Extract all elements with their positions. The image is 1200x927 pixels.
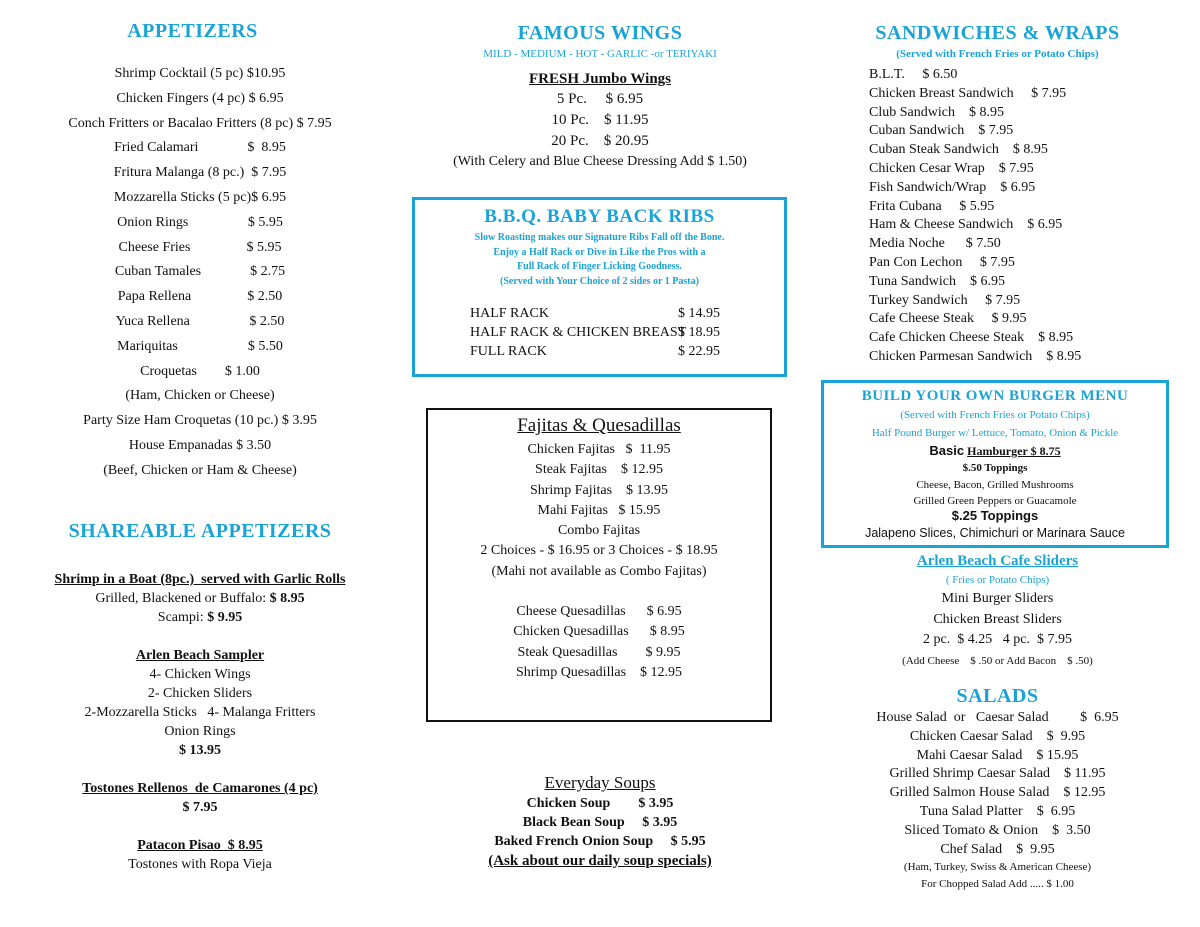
- scampi-line: [0, 608, 400, 627]
- sandwich-item: Club Sandwich $ 8.95: [869, 104, 1004, 120]
- ribs-row: [470, 323, 730, 342]
- ribs-desc-line: (Served with Your Choice of 2 sides or 1 Pasta): [500, 275, 699, 287]
- menu-item: Onion Rings $ 5.95: [117, 214, 283, 230]
- menu-item: Chicken Fingers (4 pc) $ 6.95: [116, 90, 284, 106]
- sliders-section: [800, 551, 1195, 671]
- patacon-desc: Tostones with Ropa Vieja: [128, 857, 272, 872]
- sandwich-item: Media Noche $ 7.50: [869, 236, 1001, 252]
- sandwich-item: Chicken Parmesan Sandwich $ 8.95: [869, 348, 1082, 364]
- ribs-price: $ 14.95: [678, 306, 720, 321]
- sandwich-item: Cuban Steak Sandwich $ 8.95: [869, 142, 1048, 158]
- ribs-heading: B.B.Q. BABY BACK RIBS: [484, 206, 715, 227]
- wings-heading: FAMOUS WINGS: [517, 22, 683, 44]
- sandwich-item: Chicken Cesar Wrap $ 7.95: [869, 160, 1034, 176]
- salad-item: Tuna Salad Platter $ 6.95: [919, 803, 1076, 819]
- salad-note: For Chopped Salad Add ..... $ 1.00: [921, 878, 1074, 891]
- wings-list: [405, 70, 795, 171]
- fajitas-list: [428, 440, 770, 683]
- salad-item: Sliced Tomato & Onion $ 3.50: [904, 822, 1091, 838]
- burger-heading: BUILD YOUR OWN BURGER MENU: [861, 388, 1129, 404]
- patacon-title: Patacon Pisao $ 8.95: [137, 838, 263, 853]
- menu-item: Croquetas $ 1.00: [140, 363, 260, 379]
- wings-note: (With Celery and Blue Cheese Dressing Add $ 1.50): [453, 154, 747, 169]
- sandwich-item: Pan Con Lechon $ 7.95: [869, 254, 1015, 270]
- burger-sub2: Half Pound Burger w/ Lettuce, Tomato, Onion & Pickle: [871, 427, 1119, 439]
- fajitas-heading: Fajitas & Quesadillas: [517, 415, 681, 436]
- wings-row: 20 Pc. $ 20.95: [551, 133, 649, 149]
- soup-item: Black Bean Soup $ 3.95: [522, 815, 678, 830]
- shrimp-boat-text: Grilled, Blackened or Buffalo:: [95, 591, 270, 606]
- menu-item: Mariquitas $ 5.50: [117, 338, 283, 354]
- salad-item: Grilled Salmon House Salad $ 12.95: [889, 785, 1106, 801]
- basic-label: Basic: [929, 443, 965, 458]
- tostones-price: $ 7.95: [182, 800, 218, 815]
- salad-item: Grilled Shrimp Caesar Salad $ 11.95: [889, 766, 1106, 782]
- wings-row: 5 Pc. $ 6.95: [556, 91, 644, 107]
- fajita-item: Mahi Fajitas $ 15.95: [537, 502, 661, 518]
- sliders-note: (Add Cheese $ .50 or Add Bacon $ .50): [902, 654, 1093, 667]
- menu-item: Conch Fritters or Bacalao Fritters (8 pc) $ 7.95: [68, 115, 332, 131]
- appetizers-list: [0, 62, 400, 484]
- menu-item: Party Size Ham Croquetas (10 pc.) $ 3.95: [83, 413, 317, 429]
- ribs-name: HALF RACK: [470, 306, 549, 321]
- quesadilla-item: Cheese Quesadillas $ 6.95: [516, 604, 682, 620]
- ribs-box: [412, 197, 787, 377]
- topping-line: Grilled Green Peppers or Guacamole: [913, 495, 1077, 507]
- sliders-sub: ( Fries or Potato Chips): [945, 574, 1050, 586]
- wings-subtitle: MILD - MEDIUM - HOT - GARLIC -or TERIYAKI: [483, 48, 717, 60]
- toppings-50-list: [824, 477, 1166, 509]
- sandwich-item: B.L.T. $ 6.50: [869, 67, 958, 82]
- basic-price: Hamburger $ 8.75: [967, 444, 1061, 458]
- menu-item: (Ham, Chicken or Cheese): [125, 388, 275, 404]
- menu-item: Cheese Fries $ 5.95: [118, 239, 282, 255]
- fajita-item: Steak Fajitas $ 12.95: [535, 462, 663, 478]
- sampler-item: 4- Chicken Wings: [149, 667, 251, 682]
- salad-item: House Salad or Caesar Salad $ 6.95: [876, 710, 1119, 725]
- sandwich-item: Frita Cubana $ 5.95: [869, 198, 995, 214]
- ribs-row: [470, 304, 730, 323]
- sampler-item: Onion Rings: [164, 724, 236, 739]
- menu-item: (Beef, Chicken or Ham & Cheese): [103, 462, 297, 478]
- toppings-50-title: $.50 Toppings: [962, 462, 1028, 474]
- salads-heading: SALADS: [956, 685, 1039, 707]
- quesadilla-item: Shrimp Quesadillas $ 12.95: [515, 664, 683, 680]
- ribs-price: $ 18.95: [678, 325, 720, 340]
- ribs-desc-line: Slow Roasting makes our Signature Ribs Fall off the Bone.: [474, 232, 725, 243]
- menu-item: House Empanadas $ 3.50: [128, 437, 272, 453]
- scampi-text: Scampi:: [157, 610, 208, 625]
- sandwich-item: Chicken Breast Sandwich $ 7.95: [869, 85, 1067, 101]
- shrimp-boat-line: [0, 589, 400, 608]
- ribs-items: [470, 304, 730, 361]
- sandwiches-list: [869, 66, 1189, 367]
- salad-item: Mahi Caesar Salad $ 15.95: [916, 747, 1079, 763]
- sandwiches-subtitle: (Served with French Fries or Potato Chips): [896, 48, 1099, 60]
- menu-item: Cuban Tamales $ 2.75: [114, 264, 286, 280]
- sandwich-item: Tuna Sandwich $ 6.95: [869, 273, 1005, 289]
- ribs-desc-line: Full Rack of Finger Licking Goodness.: [517, 261, 682, 272]
- salad-note: (Ham, Turkey, Swiss & American Cheese): [903, 861, 1092, 874]
- ribs-description: [415, 231, 784, 289]
- sandwiches-heading: SANDWICHES & WRAPS: [875, 22, 1120, 44]
- ribs-row: [470, 342, 730, 361]
- salad-item: Chicken Caesar Salad $ 9.95: [909, 728, 1086, 744]
- menu-item: Fritura Malanga (8 pc.) $ 7.95: [113, 165, 287, 181]
- fajita-item: (Mahi not available as Combo Fajitas): [491, 563, 707, 579]
- sampler-item: 2- Chicken Sliders: [147, 686, 253, 701]
- menu-item: Yuca Rellena $ 2.50: [115, 313, 285, 329]
- fajita-item: Shrimp Fajitas $ 13.95: [529, 482, 669, 498]
- menu-item: Papa Rellena $ 2.50: [117, 289, 283, 305]
- menu-item: Fried Calamari $ 8.95: [114, 140, 286, 156]
- shrimp-boat-title: Shrimp in a Boat (8pc.) served with Garlic Rolls: [54, 572, 346, 587]
- appetizers-heading: APPETIZERS: [127, 20, 258, 42]
- sliders-heading: Arlen Beach Cafe Sliders: [916, 553, 1079, 569]
- fajita-item: 2 Choices - $ 16.95 or 3 Choices - $ 18.95: [480, 543, 718, 559]
- ribs-name: HALF RACK & CHICKEN BREAST: [470, 325, 687, 340]
- toppings-25-title: $.25 Toppings: [951, 508, 1039, 523]
- fajita-item: Combo Fajitas: [557, 523, 641, 539]
- soup-item: Chicken Soup $ 3.95: [526, 796, 674, 811]
- fajita-item: Chicken Fajitas $ 11.95: [527, 442, 671, 457]
- salad-item: Chef Salad $ 9.95: [940, 841, 1055, 857]
- sampler-title: Arlen Beach Sampler: [135, 648, 265, 663]
- ribs-desc-line: Enjoy a Half Rack or Dive in Like the Pros with a: [493, 246, 706, 258]
- soups-heading: Everyday Soups: [544, 773, 656, 792]
- salads-list: [800, 709, 1195, 893]
- sandwich-item: Cuban Sandwich $ 7.95: [869, 123, 1014, 139]
- sandwich-item: Cafe Cheese Steak $ 9.95: [869, 311, 1027, 327]
- toppings-25-list: Jalapeno Slices, Chimichuri or Marinara Sauce: [865, 526, 1125, 540]
- burger-box: [821, 380, 1169, 548]
- topping-line: Cheese, Bacon, Grilled Mushrooms: [916, 479, 1074, 491]
- tostones-title: Tostones Rellenos de Camarones (4 pc): [82, 781, 318, 796]
- ribs-price: $ 22.95: [678, 344, 720, 359]
- ribs-name: FULL RACK: [470, 344, 547, 359]
- wings-fresh-title: FRESH Jumbo Wings: [529, 71, 671, 87]
- wings-row: 10 Pc. $ 11.95: [551, 112, 649, 128]
- soups-special: (Ask about our daily soup specials): [488, 853, 712, 869]
- slider-item: Mini Burger Sliders: [941, 591, 1054, 606]
- quesadilla-item: Chicken Quesadillas $ 8.95: [513, 624, 685, 640]
- quesadilla-item: Steak Quesadillas $ 9.95: [517, 644, 681, 660]
- menu-item: Mozzarella Sticks (5 pc)$ 6.95: [113, 189, 287, 205]
- sampler-price: $ 13.95: [179, 743, 221, 758]
- slider-item: Chicken Breast Sliders: [933, 611, 1062, 627]
- slider-item: 2 pc. $ 4.25 4 pc. $ 7.95: [923, 632, 1072, 647]
- soup-item: Baked French Onion Soup $ 5.95: [494, 834, 706, 849]
- shrimp-boat-price: $ 8.95: [269, 591, 305, 606]
- menu-item: Shrimp Cocktail (5 pc) $10.95: [114, 66, 286, 81]
- fajitas-box: [426, 408, 772, 722]
- sampler-item: 2-Mozzarella Sticks 4- Malanga Fritters: [84, 705, 316, 720]
- sandwich-item: Turkey Sandwich $ 7.95: [869, 292, 1021, 308]
- basic-hamburger: [824, 443, 1166, 459]
- burger-sub1: (Served with French Fries or Potato Chips): [900, 409, 1090, 421]
- scampi-price: $ 9.95: [207, 610, 243, 625]
- soups-section: [405, 772, 795, 872]
- sandwich-item: Cafe Chicken Cheese Steak $ 8.95: [869, 330, 1074, 346]
- sandwich-item: Fish Sandwich/Wrap $ 6.95: [869, 179, 1036, 195]
- shareable-heading: SHAREABLE APPETIZERS: [68, 520, 332, 542]
- shareable-list: [0, 570, 400, 874]
- sandwich-item: Ham & Cheese Sandwich $ 6.95: [869, 217, 1063, 233]
